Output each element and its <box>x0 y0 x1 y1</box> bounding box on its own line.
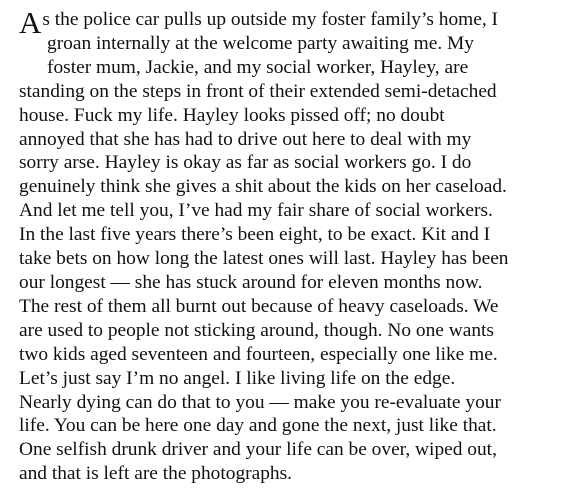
text-line-11: take bets on how long the latest ones will last. Hayley has been <box>19 248 509 270</box>
text-line-10: In the last five years there’s been eight, to be exact. Kit and I <box>19 224 491 246</box>
text-line-6: annoyed that she has had to drive out here to deal with my <box>19 128 472 150</box>
document-page <box>19 5 559 486</box>
text-line-17: Nearly dying can do that to you — make you re-evaluate your <box>19 391 501 413</box>
text-line-5: house. Fuck my life. Hayley looks pissed off; no doubt <box>19 104 445 126</box>
text-line-3: foster mum, Jackie, and my social worker, Hayley, are <box>47 56 469 78</box>
text-line-19: One selfish drunk driver and your life can be over, wiped out, <box>19 439 497 461</box>
first-line-text: s the police car pulls up outside my foster family’s home, I <box>42 9 498 30</box>
text-line-7: sorry arse. Hayley is okay as far as social workers go. I do <box>19 152 472 174</box>
text-line-15: two kids aged seventeen and fourteen, especially one like me. <box>19 343 498 365</box>
text-line-14: are used to people not sticking around, though. No one wants <box>19 319 494 341</box>
text-line-8: genuinely think she gives a shit about the kids on her caseload. <box>19 176 507 198</box>
drop-cap: A <box>19 5 42 40</box>
text-line-9: And let me tell you, I’ve had my fair share of social workers. <box>19 200 493 222</box>
text-line-18: life. You can be here one day and gone the next, just like that. <box>19 415 497 437</box>
text-line-13: The rest of them all burnt out because of heavy caseloads. We <box>19 295 499 317</box>
text-line-4: standing on the steps in front of their extended semi-detached <box>19 80 497 102</box>
text-line-16: Let’s just say I’m no angel. I like living life on the edge. <box>19 367 456 389</box>
text-line-20: and that is left are the photographs. <box>19 463 293 485</box>
text-line-1 <box>19 5 559 40</box>
text-line-2: groan internally at the welcome party awaiting me. My <box>47 32 474 54</box>
text-line-12: our longest — she has stuck around for eleven months now. <box>19 271 483 293</box>
